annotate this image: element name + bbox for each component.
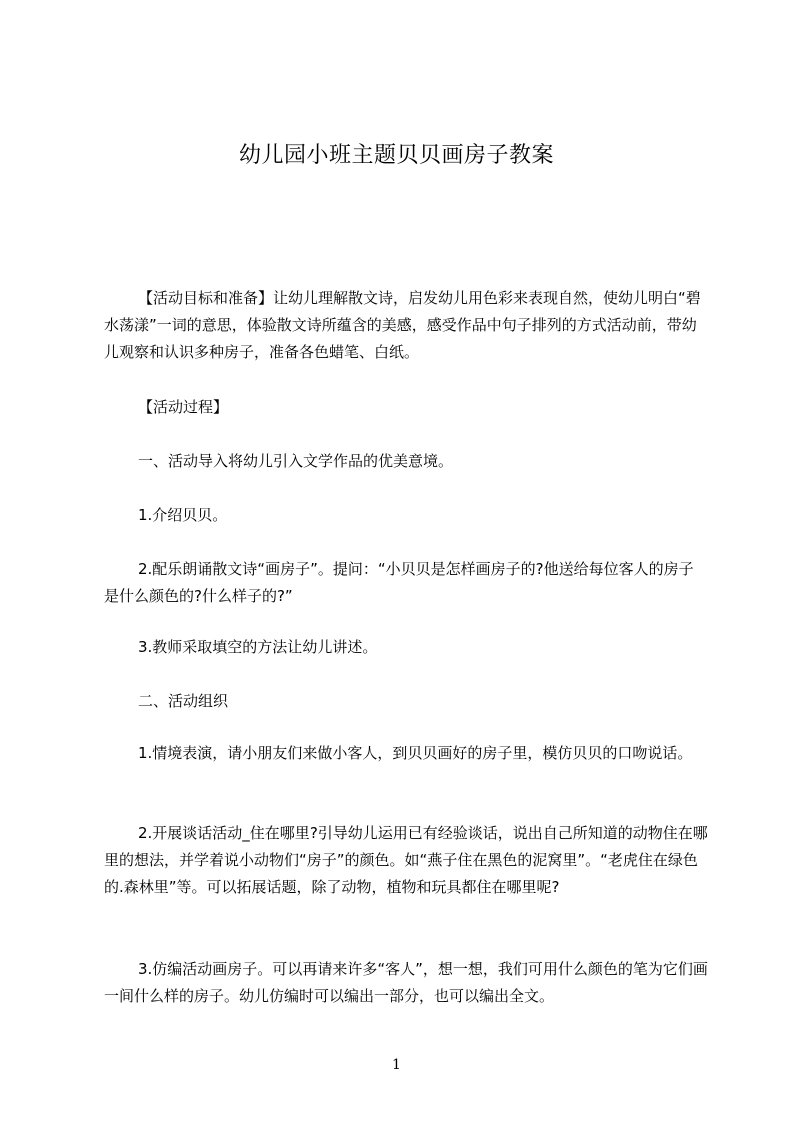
list-item-organize-1: 1.情境表演，请小朋友们来做小客人，到贝贝画好的房子里，模仿贝贝的口吻说话。 <box>138 744 693 762</box>
section-heading-process: 【活动过程】 <box>138 398 229 416</box>
section-heading-intro: 一、活动导入将幼儿引入文学作品的优美意境。 <box>138 452 454 470</box>
list-item-organize-2: 2.开展谈话活动_住在哪里?引导幼儿运用已有经验谈话，说出自己所知道的动物住在哪里的想法，并学着说小动物们“房子”的颜色。如“燕子住在黑色的泥窝里”。“老虎住在绿色的.森林里”等。可以拓展话题，除了动物，植物和玩具都住在哪里呢? <box>104 824 708 896</box>
section-heading-organize: 二、活动组织 <box>138 692 229 710</box>
list-item-intro-1: 1.介绍贝贝。 <box>138 506 228 524</box>
page-number: 1 <box>392 1057 401 1073</box>
list-item-organize-3: 3.仿编活动画房子。可以再请来许多“客人”，想一想，我们可用什么颜色的笔为它们画一间什么样的房子。幼儿仿编时可以编出一部分，也可以编出全文。 <box>104 960 708 1005</box>
list-item-intro-2: 2.配乐朗诵散文诗“画房子”。提问：“小贝贝是怎样画房子的?他送给每位客人的房子是什么颜色的?什么样子的?” <box>104 560 694 605</box>
paragraph-goals: 【活动目标和准备】让幼儿理解散文诗，启发幼儿用色彩来表现自然，使幼儿明白“碧水荡漾”一词的意思，体验散文诗所蕴含的美感，感受作品中句子排列的方式活动前，带幼儿观察和认识多种房子，准备各色蜡笔、白纸。 <box>104 289 701 361</box>
list-item-intro-3: 3.教师采取填空的方法让幼儿讲述。 <box>138 638 378 656</box>
document-title: 幼儿园小班主题贝贝画房子教案 <box>238 143 554 168</box>
